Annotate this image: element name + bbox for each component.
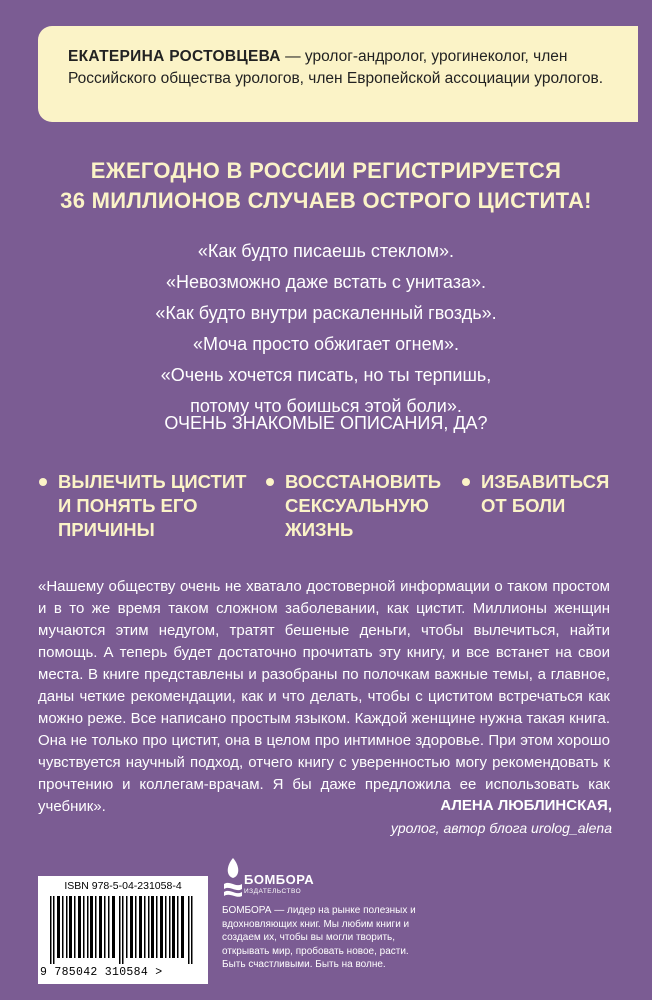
barcode-digits: 9 785042 310584 > — [40, 966, 163, 979]
isbn-text: ISBN 978-5-04-231058-4 — [64, 880, 182, 892]
review-author-name: АЛЕНА ЛЮБЛИНСКАЯ, — [440, 797, 612, 814]
review — [38, 576, 610, 818]
barcode-icon — [50, 896, 196, 964]
quote-line: «Невозможно даже встать с унитаза». — [166, 272, 486, 292]
benefit-item — [285, 470, 441, 542]
quote-line: «Как будто внутри раскаленный гвоздь». — [155, 303, 497, 323]
benefit-line: ВЫЛЕЧИТЬ ЦИСТИТ — [58, 471, 247, 492]
benefit-line: ЖИЗНЬ — [285, 519, 354, 540]
author-name: ЕКАТЕРИНА РОСТОВЦЕВА — [68, 48, 281, 65]
review-text: «Нашему обществу очень не хватало достоверной информации о таком простом и в то же время таком сложном заболевании, как цистит. Миллионы женщин мучаются этим недугом, тратят бешеные деньги, чтобы вылечиться, найти помощь. А теперь будет достаточно прочитать эту книгу, и все встанет на свои места. В книге представлены и разобраны по полочкам важные темы, а главное, даны четкие рекомендации, как и что делать, чтобы с циститом встречаться как можно реже. Все написано простым языком. Каждой женщине нужна такая книга. Она не только про цистит, она в целом про интимное здоровье. При этом хорошо чувствуется научный подход, отчего книгу с уверенностью могу рекомендовать к прочтению и коллегам-врачам. Я бы даже предложила ее использовать как учебник». — [38, 578, 610, 815]
benefit-line: ИЗБАВИТЬСЯ — [481, 471, 610, 492]
barcode-box — [38, 876, 208, 984]
review-author-role: уролог, автор блога urolog_alena — [390, 820, 612, 836]
quote-line: «Как будто писаешь стеклом». — [197, 241, 455, 261]
patient-quotes — [0, 236, 652, 422]
benefit-line: ВОССТАНОВИТЬ — [285, 471, 442, 492]
rhetorical-question: ОЧЕНЬ ЗНАКОМЫЕ ОПИСАНИЯ, ДА? — [164, 413, 488, 433]
bombora-logo-icon — [222, 856, 244, 898]
author-box — [38, 26, 638, 122]
bullet-dot-icon — [266, 478, 274, 486]
headline — [0, 156, 652, 216]
quote-line: «Моча просто обжигает огнем». — [192, 334, 459, 354]
publisher-logo-subtext: ИЗДАТЕЛЬСТВО — [244, 888, 302, 895]
bullet-dot-icon — [462, 478, 470, 486]
benefit-item — [481, 470, 609, 518]
benefit-line: СЕКСУАЛЬНУЮ — [285, 495, 429, 516]
benefit-line: ПРИЧИНЫ — [58, 519, 155, 540]
publisher-logo-text: БОМБОРА — [244, 872, 315, 887]
quote-line: потому что боишься этой боли». — [190, 396, 462, 416]
benefit-line: И ПОНЯТЬ ЕГО — [58, 495, 198, 516]
author-description: — уролог-андролог, урогинеколог, член Российского общества урологов, член Европейской ассоциации урологов. — [68, 48, 604, 87]
headline-line-2: 36 МИЛЛИОНОВ СЛУЧАЕВ ОСТРОГО ЦИСТИТА! — [60, 188, 592, 213]
bullet-dot-icon — [39, 478, 47, 486]
benefit-line: ОТ БОЛИ — [481, 495, 566, 516]
headline-line-1: ЕЖЕГОДНО В РОССИИ РЕГИСТРИРУЕТСЯ — [90, 158, 562, 183]
publisher-description: БОМБОРА — лидер на рынке полезных и вдохновляющих книг. Мы любим книги и создаем их, чтобы вы могли творить, открывать мир, пробовать новое, расти. Быть счастливыми. Быть на волне. — [222, 905, 416, 970]
benefit-item — [58, 470, 246, 542]
quote-line: «Очень хочется писать, но ты терпишь, — [160, 365, 492, 385]
